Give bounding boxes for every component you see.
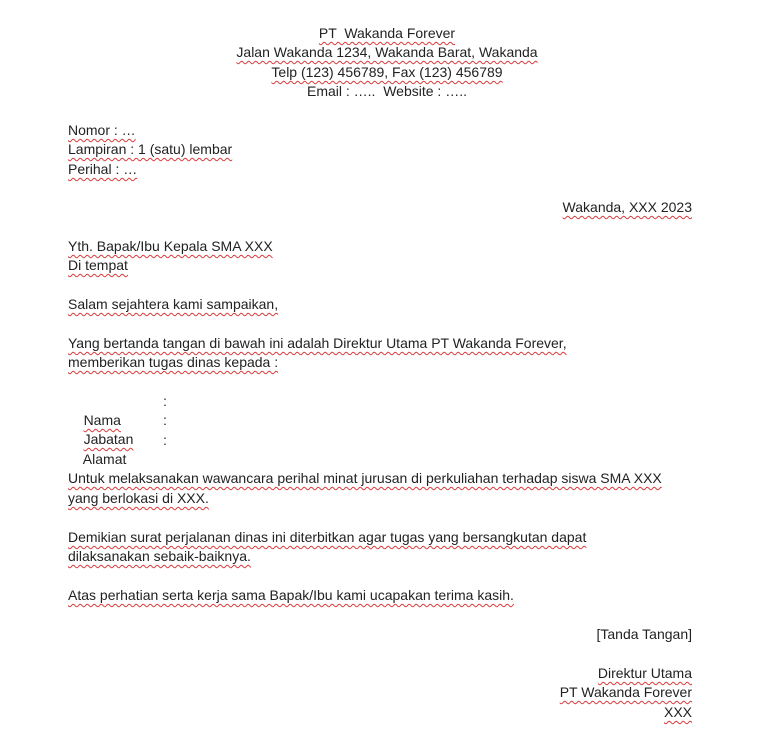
field-nama <box>68 392 188 428</box>
field-label: Alamat <box>82 451 127 467</box>
recipient-line: Yth. Bapak/Ibu Kepala SMA XXX <box>68 238 273 254</box>
field-label: Jabatan <box>83 431 134 447</box>
intro-line-1: Yang bertanda tangan di bawah ini adalah Direktur Utama PT Wakanda Forever, <box>68 335 567 351</box>
field-jabatan <box>68 411 188 447</box>
greeting: Salam sejahtera kami sampaikan, <box>68 296 279 312</box>
closing-line-1: Demikian surat perjalanan dinas ini diterbitkan agar tugas yang bersangkutan dapat <box>68 529 587 545</box>
signatory-company: PT Wakanda Forever <box>559 684 692 700</box>
field-alamat <box>68 431 188 467</box>
signatory-name: XXX <box>663 704 692 720</box>
letterhead-company: PT Wakanda Forever <box>318 25 456 41</box>
purpose-line-1: Untuk melaksanakan wawancara perihal minat jurusan di perkuliahan terhadap siswa SMA XXX <box>68 470 662 486</box>
letterhead-contact: Email : ….. Website : ….. <box>306 83 467 99</box>
signatory-title: Direktur Utama <box>597 665 692 681</box>
field-separator: : <box>163 432 167 448</box>
closing-line-2: dilaksanakan sebaik-baiknya. <box>68 548 251 564</box>
field-label: Nama <box>83 412 121 428</box>
purpose-line-2: yang berlokasi di XXX. <box>68 490 209 506</box>
signature-placeholder: [Tanda Tangan] <box>596 626 692 642</box>
letterhead-address: Jalan Wakanda 1234, Wakanda Barat, Wakanda <box>236 44 538 60</box>
letter-subject: Perihal : … <box>68 161 138 177</box>
letterhead-phone: Telp (123) 456789, Fax (123) 456789 <box>271 64 503 80</box>
letter-date: Wakanda, XXX 2023 <box>562 199 692 215</box>
letter-number: Nomor : … <box>68 122 136 138</box>
thanks-line: Atas perhatian serta kerja sama Bapak/Ibu kami ucapakan terima kasih. <box>68 587 514 603</box>
recipient-place: Di tempat <box>68 257 128 273</box>
field-separator: : <box>163 412 167 428</box>
letter-attachment: Lampiran : 1 (satu) lembar <box>68 141 233 157</box>
field-separator: : <box>163 393 167 409</box>
intro-line-2: memberikan tugas dinas kepada : <box>68 354 279 370</box>
